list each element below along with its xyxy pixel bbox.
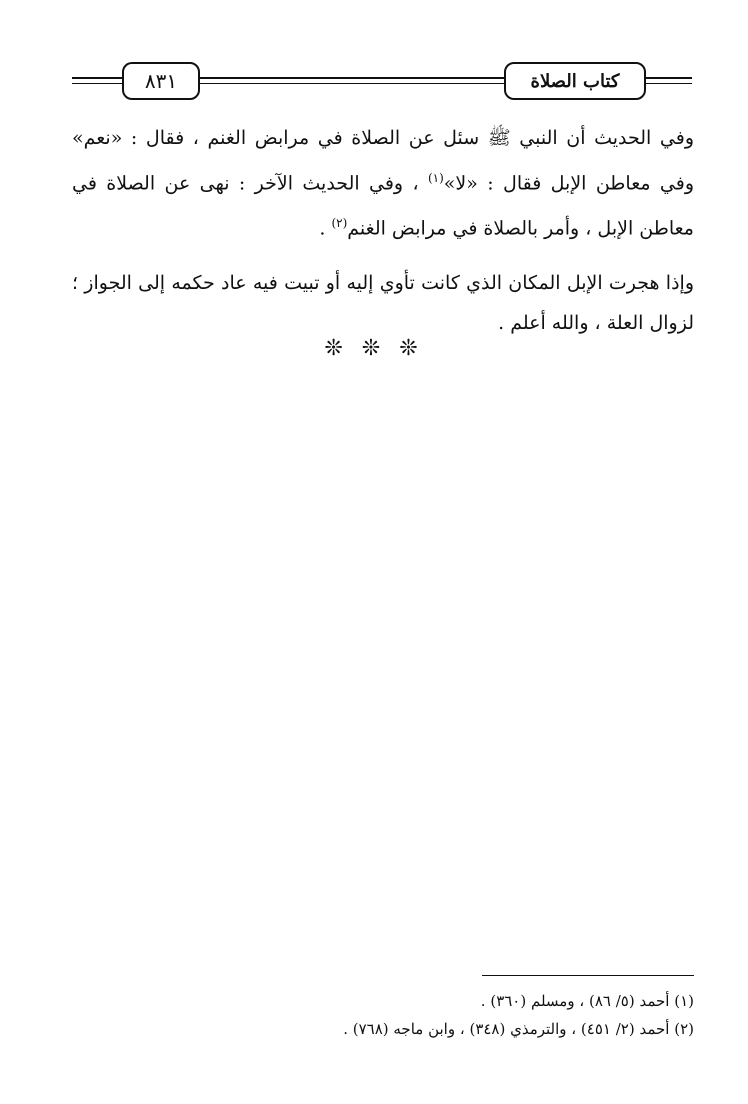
footnote-ref-1: (١) xyxy=(427,171,444,185)
footnotes xyxy=(72,987,694,1043)
page-header xyxy=(72,60,692,100)
paragraph-1-part-a: وفي الحديث أن النبي ﷺ سئل عن الصلاة في مرابض الغنم ، فقال : «نعم» وفي معاطن الإبل فقال : «لا» xyxy=(72,127,695,195)
footnote-1: (١) أحمد (٥/ ٨٦) ، ومسلم (٣٦٠) . xyxy=(480,992,694,1010)
paragraph-1 xyxy=(72,118,694,249)
footnote-ref-2: (٢) xyxy=(331,216,348,231)
paragraph-1-part-b: ، وفي الحديث الآخر : نهى عن الصلاة في معاطن الإبل ، وأمر بالصلاة في مرابض الغنم xyxy=(72,172,694,240)
paragraph-2: وإذا هجرت الإبل المكان الذي كانت تأوي إليه أو تبيت فيه عاد حكمه إلى الجواز ؛ لزوال العلة ، والله أعلم . xyxy=(72,271,694,334)
footnote-2: (٢) أحمد (٢/ ٤٥١) ، والترمذي (٣٤٨) ، وابن ماجه (٧٦٨) . xyxy=(343,1020,694,1038)
footnote-divider xyxy=(482,975,694,976)
main-text xyxy=(72,118,694,343)
paragraph-1-part-c: . xyxy=(319,217,332,240)
page-number: ٨٣١ xyxy=(122,62,200,100)
chapter-title: كتاب الصلاة xyxy=(504,62,646,100)
section-separator: ❊ ❊ ❊ xyxy=(324,336,424,361)
